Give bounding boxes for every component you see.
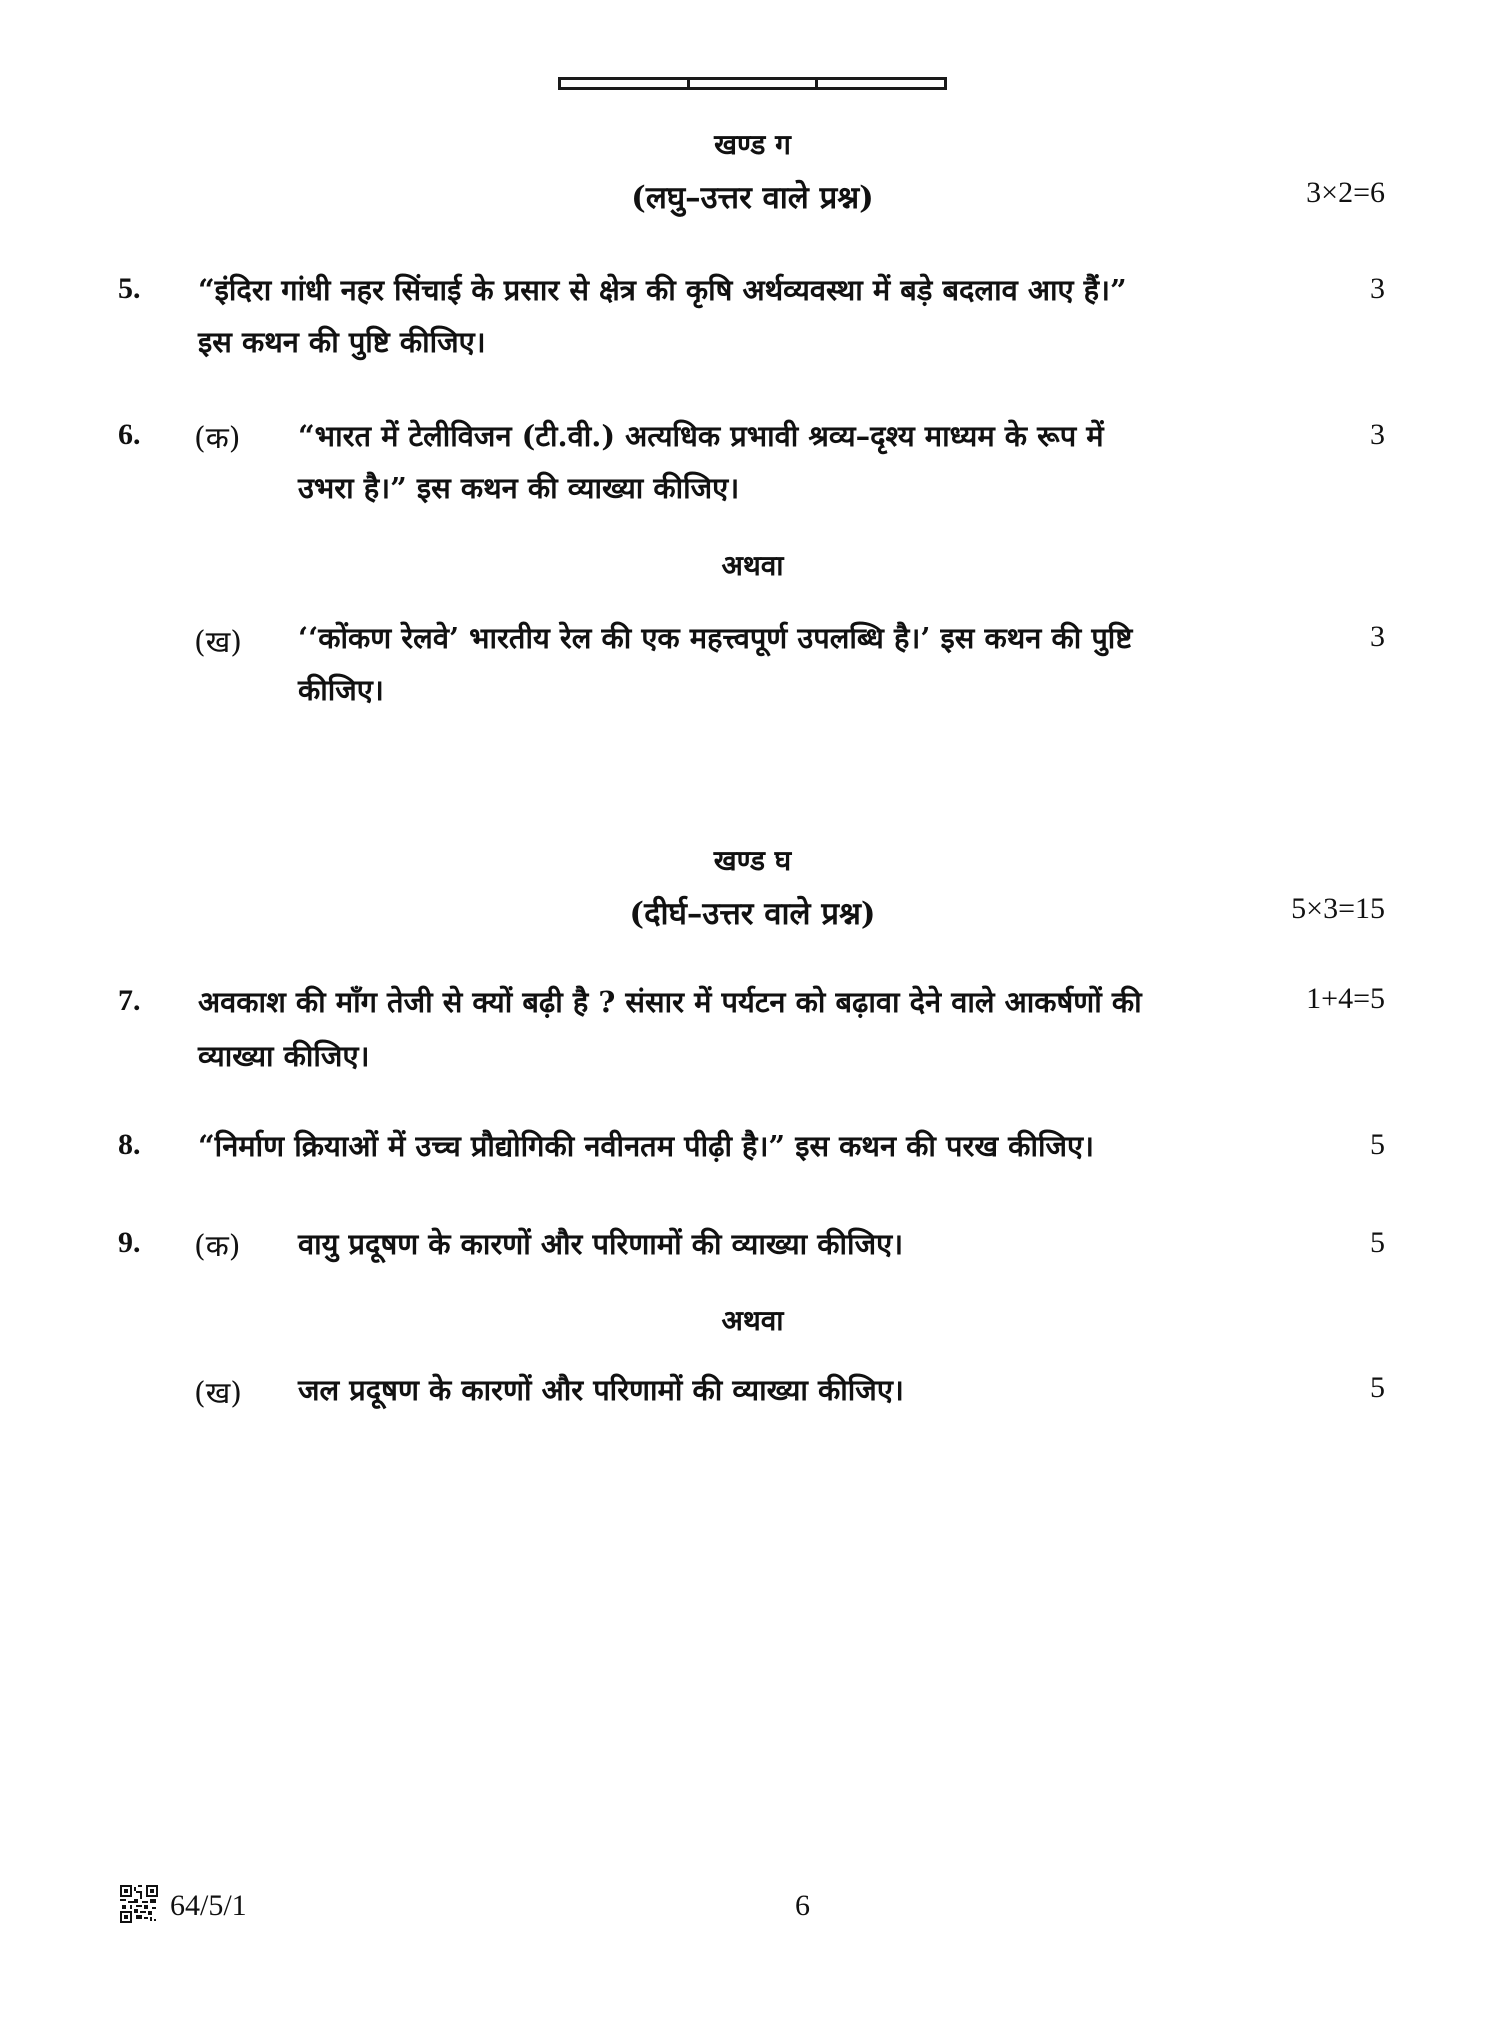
question-9b-line1: जल प्रदूषण के कारणों और परिणामों की व्याख्या कीजिए। — [298, 1373, 904, 1407]
question-5-marks: 3 — [1370, 272, 1385, 305]
paper-code: 64/5/1 — [170, 1889, 247, 1922]
question-7-marks: 1+4=5 — [1306, 982, 1385, 1015]
question-6a-line2: उभरा है।” इस कथन की व्याख्या कीजिए। — [298, 471, 740, 505]
question-6a-line1: “भारत में टेलीविजन (टी.वी.) अत्यधिक प्रभावी श्रव्य–दृश्य माध्यम के रूप में — [298, 419, 1104, 453]
section-c-title: खण्ड ग — [714, 128, 791, 161]
or-divider: अथवा — [721, 1304, 784, 1337]
top-rule — [558, 77, 947, 90]
section-d-title: खण्ड घ — [713, 844, 792, 877]
question-number-9: 9. — [118, 1226, 141, 1259]
question-number-8: 8. — [118, 1128, 141, 1161]
question-7-line1: अवकाश की माँग तेजी से क्यों बढ़ी है ? संसार में पर्यटन को बढ़ावा देने वाले आकर्षणों की — [198, 985, 1142, 1019]
rule-segment — [818, 80, 944, 87]
question-9b-marks: 5 — [1370, 1371, 1385, 1404]
question-6b-line1: ‘‘कोंकण रेलवे’ भारतीय रेल की एक महत्त्वपूर्ण उपलब्धि है।’ इस कथन की पुष्टि — [298, 621, 1133, 655]
question-number-5: 5. — [118, 272, 141, 305]
rule-segment — [561, 80, 690, 87]
question-9-option-b-label: (ख) — [194, 1376, 242, 1411]
or-divider: अथवा — [721, 549, 784, 582]
section-d-subtitle: (दीर्घ–उत्तर वाले प्रश्न) — [629, 896, 876, 932]
question-9a-marks: 5 — [1370, 1226, 1385, 1259]
question-6-option-b-label: (ख) — [194, 625, 242, 660]
page-number: 6 — [795, 1889, 810, 1922]
question-5-line1: “इंदिरा गांधी नहर सिंचाई के प्रसार से क्षेत्र की कृषि अर्थव्यवस्था में बड़े बदलाव आए हैं।” — [198, 273, 1127, 307]
section-c-subtitle: (लघु–उत्तर वाले प्रश्न) — [631, 180, 874, 216]
question-6-option-a-label: (क) — [194, 421, 241, 456]
question-7-line2: व्याख्या कीजिए। — [198, 1039, 370, 1073]
question-6b-line2: कीजिए। — [298, 673, 384, 707]
section-c-marks: 3×2=6 — [1306, 176, 1385, 209]
question-9a-line1: वायु प्रदूषण के कारणों और परिणामों की व्याख्या कीजिए। — [298, 1227, 904, 1261]
question-5-line2: इस कथन की पुष्टि कीजिए। — [198, 325, 486, 359]
question-6a-marks: 3 — [1370, 418, 1385, 451]
question-number-7: 7. — [118, 984, 141, 1017]
rule-segment — [690, 80, 819, 87]
question-8-line1: “निर्माण क्रियाओं में उच्च प्रौद्योगिकी नवीनतम पीढ़ी है।” इस कथन की परख कीजिए। — [198, 1129, 1095, 1163]
question-9-option-a-label: (क) — [194, 1229, 241, 1264]
question-8-marks: 5 — [1370, 1128, 1385, 1161]
question-6b-marks: 3 — [1370, 620, 1385, 653]
section-d-marks: 5×3=15 — [1291, 892, 1385, 925]
question-number-6: 6. — [118, 418, 141, 451]
